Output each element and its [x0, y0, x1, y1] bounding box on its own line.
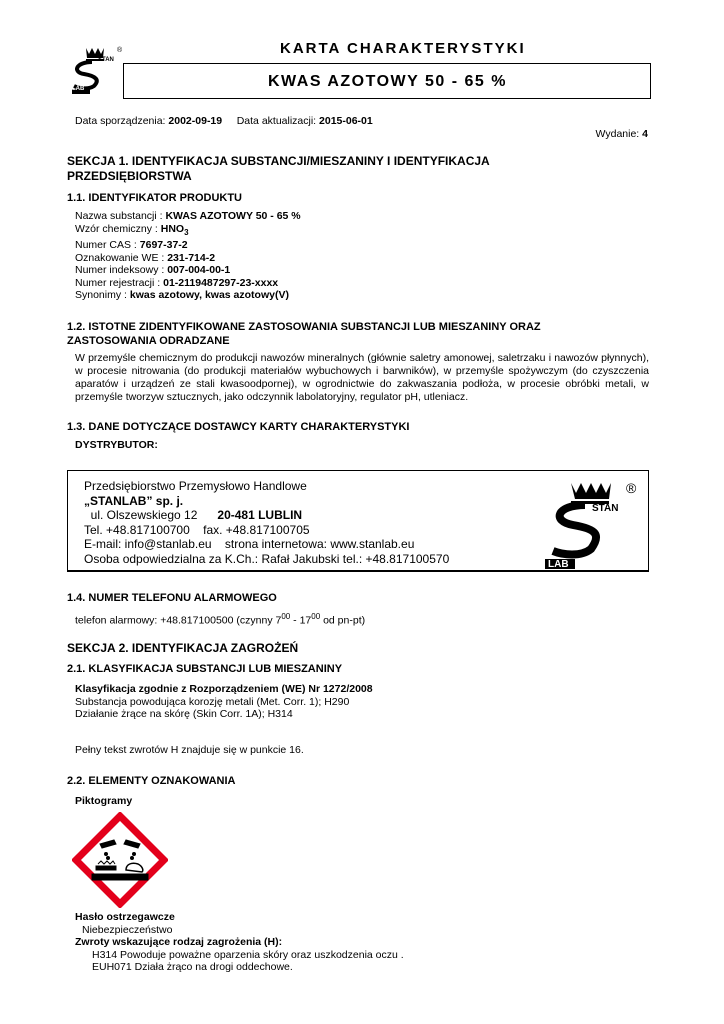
formula-value: HNO [160, 222, 185, 235]
we-label: Oznakowanie WE : [75, 251, 168, 264]
cas-value: 7697-37-2 [139, 239, 188, 252]
name-row [75, 210, 301, 223]
uses-paragraph: W przemyśle chemicznym do produkcji nawozów mineralnych (głównie saletry amonowej, saletrzaku i nawozów płynnych), w procesie nitrowania (do produkcji materiałów wybuchowych i barwników), w przemyśle spożywczym (do czyszczenia aparatów i urządzeń ze stali kwasoodpornej), w ogrodnictwie do zakwaszania podłoża, w procesie obróbki metali, w przemyśle tworzyw sztucznych, jako odczynnik labolatoryjny, regulator pH, utleniacz. [75, 352, 649, 403]
distributor-contact-web [84, 537, 449, 552]
classification-line2: Działanie żrące na skórę (Skin Corr. 1A); H314 [75, 708, 293, 720]
dates-line [75, 115, 373, 127]
we-value: 231-714-2 [167, 251, 216, 264]
classification-line1: Substancja powodująca korozję metali (Met. Corr. 1); H290 [75, 695, 350, 708]
synonyms-row [75, 289, 301, 302]
signal-word-block [75, 911, 404, 974]
distributor-details [84, 479, 449, 566]
alarm-mid: - 17 [290, 614, 312, 627]
distributor-responsible-person: Osoba odpowiedzialna za K.Ch.: Rafał Jakubski tel.: +48.817100570 [84, 551, 450, 566]
product-title: KWAS AZOTOWY 50 - 65 % [268, 73, 507, 90]
section1-title-line1: SEKCJA 1. IDENTYFIKACJA SUBSTANCJI/MIESZANINY I IDENTYFIKACJA [67, 154, 490, 168]
distributor-street: ul. Olszewskiego 12 [90, 508, 198, 522]
we-row [75, 252, 301, 265]
distributor-company-type: Przedsiębiorstwo Przemysłowo Handlowe [84, 479, 307, 493]
h-statements-label: Zwroty wskazujące rodzaj zagrożenia (H): [75, 936, 283, 948]
distributor-company-name: „STANLAB” sp. j. [84, 493, 184, 508]
created-label: Data sporządzenia: [75, 115, 166, 127]
index-value: 007-004-00-1 [167, 264, 231, 277]
h-statement-euh071: EUH071 Działa żrąco na drogi oddechowe. [92, 961, 293, 973]
alarm-suffix: od pn-pt) [320, 614, 366, 627]
section1-title-line2: PRZEDSIĘBIORSTWA [67, 169, 192, 183]
distributor-tel: Tel. +48.817100700 [84, 522, 190, 537]
name-value: KWAS AZOTOWY 50 - 65 % [165, 210, 301, 222]
product-identifier-list [75, 210, 301, 302]
edition-line [596, 128, 648, 140]
s12-title [67, 320, 541, 348]
s13-title: 1.3. DANE DOTYCZĄCE DOSTAWCY KARTY CHARAKTERYSTYKI [67, 421, 410, 433]
signal-word-label: Hasło ostrzegawcze [75, 911, 175, 923]
distributor-city: 20-481 LUBLIN [217, 508, 303, 522]
formula-label: Wzór chemiczny : [75, 222, 161, 235]
document-title: KARTA CHARAKTERYSTYKI [280, 40, 526, 57]
updated-label: Data aktualizacji: [236, 115, 317, 127]
alarm-time-start-sup: 00 [281, 612, 291, 621]
name-label: Nazwa substancji : [75, 210, 166, 222]
full-text-note: Pełny tekst zwrotów H znajduje się w punkcie 16. [75, 744, 304, 756]
s12-title-line2: ZASTOSOWANIA ODRADZANE [67, 335, 230, 347]
signal-word-value: Niebezpieczeństwo [82, 923, 173, 936]
pictograms-label: Piktogramy [75, 795, 133, 807]
s11-title: 1.1. IDENTYFIKATOR PRODUKTU [67, 192, 242, 204]
distributor-email[interactable]: E-mail: info@stanlab.eu [84, 537, 212, 551]
s14-title: 1.4. NUMER TELEFONU ALARMOWEGO [67, 592, 277, 604]
h-statement-h314: H314 Powoduje poważne oparzenia skóry oraz uszkodzenia oczu . [92, 948, 404, 961]
alarm-phone [75, 611, 365, 627]
formula-row [75, 223, 301, 240]
s21-title: 2.1. KLASYFIKACJA SUBSTANCJI LUB MIESZANINY [67, 663, 343, 675]
updated-value: 2015-06-01 [319, 115, 373, 127]
alarm-prefix: telefon alarmowy: +48.817100500 (czynny 7 [75, 614, 282, 627]
edition-label: Wydanie: [595, 128, 640, 140]
edition-value: 4 [642, 128, 648, 140]
created-value: 2002-09-19 [168, 115, 223, 127]
distributor-website[interactable]: strona internetowa: www.stanlab.eu [224, 537, 415, 551]
section1-title [67, 154, 490, 184]
index-label: Numer indeksowy : [75, 264, 168, 277]
synonyms-label: Synonimy : [75, 289, 130, 302]
registered-mark-small: ® [117, 47, 123, 54]
alarm-time-end-sup: 00 [311, 612, 321, 621]
s22-title: 2.2. ELEMENTY OZNAKOWANIA [67, 775, 236, 787]
section2-title: SEKCJA 2. IDENTYFIKACJA ZAGROŻEŃ [67, 641, 299, 655]
registered-mark-large: ® [626, 480, 637, 496]
logo-lab-large: LAB [548, 559, 569, 570]
distributor-label: DYSTRYBUTOR: [75, 439, 158, 451]
logo-text-small: STAN [98, 57, 114, 63]
classification-heading: Klasyfikacja zgodnie z Rozporządzeniem (WE) Nr 1272/2008 [75, 683, 373, 695]
cas-label: Numer CAS : [75, 239, 140, 252]
classification-block [75, 683, 373, 721]
reg-value: 01-2119487297-23-xxxx [163, 276, 279, 289]
distributor-address [84, 508, 449, 523]
formula-subscript: 3 [184, 227, 189, 237]
logo-text-large: STAN [592, 503, 619, 514]
index-row [75, 264, 301, 277]
distributor-phone [84, 523, 449, 538]
cas-row [75, 239, 301, 252]
distributor-fax: fax. +48.817100705 [203, 522, 310, 537]
reg-label: Numer rejestracji : [75, 276, 164, 289]
reg-row [75, 277, 301, 290]
logo-lab-small: LAB [72, 86, 85, 92]
ghs-corrosion-icon [72, 812, 168, 908]
synonyms-value: kwas azotowy, kwas azotowy(V) [129, 289, 289, 302]
s12-title-line1: 1.2. ISTOTNE ZIDENTYFIKOWANE ZASTOSOWANIA SUBSTANCJI LUB MIESZANINY ORAZ [67, 321, 541, 333]
